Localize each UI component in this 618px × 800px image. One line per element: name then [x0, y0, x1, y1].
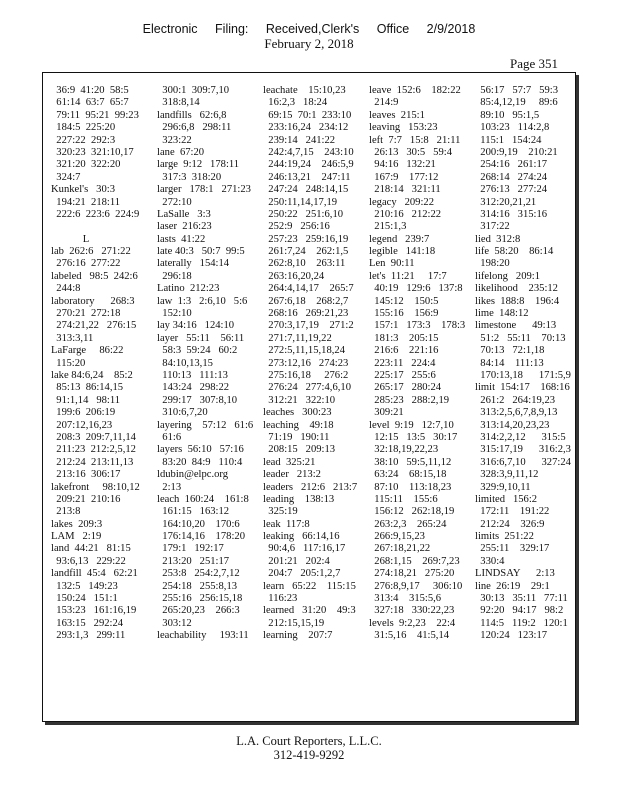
- index-entry: leach 160:24 161:8: [157, 493, 249, 505]
- index-entry: 213:20 251:17: [157, 555, 230, 567]
- filing-date: February 2, 2018: [264, 36, 354, 51]
- index-entry: leachability 193:11: [157, 630, 249, 642]
- index-entry: 194:21 218:11: [51, 196, 121, 208]
- index-entry: leaders 212:6 213:7: [263, 481, 358, 493]
- index-entry: 274:21,22 276:15: [51, 320, 137, 332]
- index-entry: 227:22 292:3: [51, 134, 116, 146]
- index-entry: leaking 66:14,16: [263, 531, 340, 543]
- index-entry: 296:18: [157, 270, 192, 282]
- index-entry: 320:23 321:10,17: [51, 146, 134, 158]
- index-entry: legend 239:7: [369, 233, 430, 245]
- index-entry: 324:7: [51, 171, 81, 183]
- index-entry: 210:16 212:22: [369, 208, 442, 220]
- index-entry: lead 325:21: [263, 456, 316, 468]
- index-entry: 200:9,19 210:21: [475, 146, 558, 158]
- index-entry: line 26:19 29:1: [475, 580, 550, 592]
- index-entry: learned 31:20 49:3: [263, 605, 356, 617]
- index-entry: leave 152:6 182:22: [369, 85, 461, 96]
- index-entry: large 9:12 178:11: [157, 159, 240, 171]
- index-entry: life 58:20 86:14: [475, 246, 554, 258]
- index-entry: 161:15 163:12: [157, 506, 230, 518]
- index-entry: 209:21 210:16: [51, 493, 121, 505]
- index-entry: 84:14 111:13: [475, 357, 544, 369]
- index-entry: 204:7 205:1,2,7: [263, 568, 341, 580]
- index-entry: 261:2 264:19,23: [475, 394, 556, 406]
- index-entry: 216:6 221:16: [369, 345, 439, 357]
- index-column-5: [475, 85, 578, 643]
- index-entry: Len 90:11: [369, 258, 415, 270]
- index-entry: 115:11 155:6: [369, 493, 438, 505]
- index-entry: law 1:3 2:6,10 5:6: [157, 295, 248, 307]
- index-entry: 212:24 213:11,13: [51, 456, 134, 468]
- index-entry: 263:16,20,24: [263, 270, 325, 282]
- index-entry: 51:2 55:11 70:13: [475, 332, 566, 344]
- index-entry: 317:22: [475, 221, 510, 233]
- index-entry: 233:16,24 234:12: [263, 122, 349, 134]
- index-entry: leader 213:2: [263, 469, 321, 481]
- index-entry: 313:14,20,23,23: [475, 419, 550, 431]
- index-entry: 299:17 307:8,10: [157, 394, 238, 406]
- index-entry: 266:9,15,23: [369, 531, 425, 543]
- filing-stamp-part: Office: [376, 22, 410, 36]
- index-entry: 242:4,7,15 243:10: [263, 146, 354, 158]
- index-entry: 270:21 272:18: [51, 308, 121, 320]
- index-entry: laterally 154:14: [157, 258, 230, 270]
- index-entry: lifelong 209:1: [475, 270, 541, 282]
- index-entry: laboratory 268:3: [51, 295, 135, 307]
- index-entry: 250:11,14,17,19: [263, 196, 338, 208]
- index-entry: L: [51, 233, 90, 245]
- index-entry: 85:13 86:14,15: [51, 382, 124, 394]
- index-entry: limits 251:22: [475, 531, 534, 543]
- index-entry: 293:1,3 299:11: [51, 630, 126, 642]
- index-entry: 91:1,14 98:11: [51, 394, 121, 406]
- index-entry: 222:6 223:6 224:9: [51, 208, 140, 220]
- index-entry: limited 156:2: [475, 493, 538, 505]
- index-entry: 313:2,5,6,7,8,9,13: [475, 407, 558, 419]
- index-entry: 79:11 95:21 99:23: [51, 109, 139, 121]
- index-entry: 132:5 149:23: [51, 580, 118, 592]
- index-entry: 313:4 315:5,6: [369, 593, 442, 605]
- index-entry: land 44:21 81:15: [51, 543, 131, 555]
- index-entry: 157:1 173:3 178:3: [369, 320, 466, 332]
- index-entry: 218:14 321:11: [369, 184, 441, 196]
- index-entry: 163:15 292:24: [51, 617, 124, 629]
- index-entry: ldubin@elpc.org: [157, 469, 229, 481]
- index-entry: 84:10,13,15: [157, 357, 213, 369]
- index-entry: 116:23: [263, 593, 298, 605]
- index-entry: landfills 62:6,8: [157, 109, 227, 121]
- index-entry: 89:10 95:1,5: [475, 109, 540, 121]
- index-entry: 271:7,11,19,22: [263, 332, 332, 344]
- index-entry: 244:19,24 246:5,9: [263, 159, 354, 171]
- index-column-3: [263, 85, 366, 643]
- index-entry: 184:5 225:20: [51, 122, 116, 134]
- index-entry: leaves 215:1: [369, 109, 425, 121]
- reporter-name: L.A. Court Reporters, L.L.C.: [236, 734, 382, 748]
- index-entry: 272:5,11,15,18,24: [263, 345, 346, 357]
- index-entry: 273:12,16 274:23: [263, 357, 349, 369]
- index-entry: 30:13 35:11 77:11: [475, 593, 568, 605]
- index-entry: lay 34:16 124:10: [157, 320, 235, 332]
- index-entry: LaSalle 3:3: [157, 208, 211, 220]
- index-entry: 61:14 63:7 65:7: [51, 97, 129, 109]
- index-entry: lasts 41:22: [157, 233, 206, 245]
- index-entry: learning 207:7: [263, 630, 333, 642]
- index-entry: 38:10 59:5,11,12: [369, 456, 452, 468]
- filing-stamp-part: Filing:: [215, 22, 249, 36]
- index-entry: 172:11 191:22: [475, 506, 550, 518]
- index-entry: 254:18 255:8,13: [157, 580, 238, 592]
- index-entry: 214:9: [369, 97, 399, 109]
- index-entry: 318:8,14: [157, 97, 200, 109]
- index-entry: 40:19 129:6 137:8: [369, 283, 463, 295]
- index-entry: 87:10 113:18,23: [369, 481, 452, 493]
- index-entry: 313:3,11: [51, 332, 94, 344]
- index-entry: leading 138:13: [263, 493, 335, 505]
- index-entry: 223:11 224:4: [369, 357, 436, 369]
- index-entry: 323:22: [157, 134, 192, 146]
- index-entry: 316:6,7,10 327:24: [475, 456, 571, 468]
- index-entry: [51, 221, 154, 233]
- index-entry: 145:12 150:5: [369, 295, 439, 307]
- index-entry: 2:13: [157, 481, 182, 493]
- index-entry: lane 67:20: [157, 146, 205, 158]
- index-entry: lakes 209:3: [51, 518, 103, 530]
- index-entry: leaching 49:18: [263, 419, 334, 431]
- index-entry: 244:8: [51, 283, 81, 295]
- index-entry: LaFarge 86:22: [51, 345, 124, 357]
- page-number: Page 351: [509, 56, 558, 71]
- index-column-1: [51, 85, 154, 643]
- index-entry: 167:9 177:12: [369, 171, 439, 183]
- index-entry: 325:19: [263, 506, 298, 518]
- index-entry: 267:6,18 268:2,7: [263, 295, 349, 307]
- index-entry: 26:13 30:5 59:4: [369, 146, 452, 158]
- index-entry: leak 117:8: [263, 518, 310, 530]
- index-entry: 272:10: [157, 196, 192, 208]
- index-entry: 143:24 298:22: [157, 382, 230, 394]
- index-entry: 16:2,3 18:24: [263, 97, 328, 109]
- index-entry: left 7:7 15:8 21:11: [369, 134, 461, 146]
- index-entry: 267:18,21,22: [369, 543, 431, 555]
- index-entry: 310:6,7,20: [157, 407, 208, 419]
- index-entry: 314:16 315:16: [475, 208, 548, 220]
- index-entry: 255:11 329:17: [475, 543, 550, 555]
- index-entry: 265:17 280:24: [369, 382, 442, 394]
- index-entry: lake 84:6,24 85:2: [51, 369, 133, 381]
- index-entry: 263:2,3 265:24: [369, 518, 447, 530]
- index-entry: 276:24 277:4,6,10: [263, 382, 351, 394]
- index-entry: 262:8,10 263:11: [263, 258, 346, 270]
- index-entry: leaches 300:23: [263, 407, 332, 419]
- index-entry: layers 56:10 57:16: [157, 444, 244, 456]
- index-column-2: [157, 85, 260, 643]
- index-entry: 255:16 256:15,18: [157, 593, 243, 605]
- index-entry: 312:21 322:10: [263, 394, 336, 406]
- filing-stamp: [0, 22, 618, 36]
- index-entry: 268:16 269:21,23: [263, 308, 349, 320]
- index-entry: Kunkel's 30:3: [51, 184, 115, 196]
- index-entry: 274:18,21 275:20: [369, 568, 455, 580]
- filing-stamp-part: Electronic: [142, 22, 198, 36]
- index-entry: legacy 209:22: [369, 196, 435, 208]
- filing-stamp-part: Received,Clerk's: [265, 22, 360, 36]
- index-entry: lakefront 98:10,12: [51, 481, 140, 493]
- index-entry: layer 55:11 56:11: [157, 332, 245, 344]
- index-entry: 212:24 326:9: [475, 518, 545, 530]
- index-entry: 213:16 306:17: [51, 469, 121, 481]
- index-entry: 94:16 132:21: [369, 159, 436, 171]
- index-entry: 83:20 84:9 110:4: [157, 456, 243, 468]
- index-entry: 211:23 212:2,5,12: [51, 444, 136, 456]
- index-entry: 181:3 205:15: [369, 332, 439, 344]
- index-entry: 32:18,19,22,23: [369, 444, 439, 456]
- index-entry: 252:9 256:16: [263, 221, 330, 233]
- index-entry: 36:9 41:20 58:5: [51, 85, 129, 96]
- index-entry: 150:24 151:1: [51, 593, 118, 605]
- index-entry: LAM 2:19: [51, 531, 102, 543]
- index-entry: 115:20: [51, 357, 86, 369]
- index-entry: 164:10,20 170:6: [157, 518, 240, 530]
- index-entry: 239:14 241:22: [263, 134, 336, 146]
- index-entry: 207:12,16,23: [51, 419, 113, 431]
- index-entry: lime 148:12: [475, 308, 529, 320]
- index-entry: 155:16 156:9: [369, 308, 439, 320]
- index-entry: legible 141:18: [369, 246, 436, 258]
- index-entry: 276:13 277:24: [475, 184, 548, 196]
- index-entry: 309:21: [369, 407, 404, 419]
- index-entry: 268:1,15 269:7,23: [369, 555, 460, 567]
- index-entry: laser 216:23: [157, 221, 212, 233]
- index-entry: likes 188:8 196:4: [475, 295, 560, 307]
- index-entry: 275:16,18 276:2: [263, 369, 349, 381]
- index-entry: 92:20 94:17 98:2: [475, 605, 564, 617]
- index-entry: 63:24 68:15,18: [369, 469, 447, 481]
- index-entry: 198:20: [475, 258, 510, 270]
- index-entry: 321:20 322:20: [51, 159, 121, 171]
- index-entry: 31:5,16 41:5,14: [369, 630, 450, 642]
- index-entry: 179:1 192:17: [157, 543, 224, 555]
- index-entry: lab 262:6 271:22: [51, 246, 131, 258]
- index-entry: 213:8: [51, 506, 81, 518]
- index-entry: 69:15 70:1 233:10: [263, 109, 352, 121]
- index-entry: 303:12: [157, 617, 192, 629]
- index-entry: 61:6: [157, 431, 182, 443]
- index-entry: landfill 45:4 62:21: [51, 568, 138, 580]
- index-entry: levels 9:2,23 22:4: [369, 617, 456, 629]
- index-entry: 276:8,9,17 306:10: [369, 580, 463, 592]
- index-entry: 12:15 13:5 30:17: [369, 431, 458, 443]
- index-entry: 261:7,24 262:1,5: [263, 246, 349, 258]
- index-entry: 199:6 206:19: [51, 407, 116, 419]
- index-entry: leaving 153:23: [369, 122, 438, 134]
- index-entry: 329:9,10,11: [475, 481, 531, 493]
- index-column-4: [369, 85, 472, 643]
- index-entry: 328:3,9,11,12: [475, 469, 539, 481]
- index-entry: limit 154:17 168:16: [475, 382, 570, 394]
- index-panel: [42, 72, 576, 722]
- index-entry: likelihood 235:12: [475, 283, 558, 295]
- index-entry: lied 312:8: [475, 233, 521, 245]
- index-entry: 153:23 161:16,19: [51, 605, 137, 617]
- index-entry: 285:23 288:2,19: [369, 394, 450, 406]
- index-entry: 314:2,2,12 315:5: [475, 431, 566, 443]
- index-entry: 120:24 123:17: [475, 630, 548, 642]
- index-entry: let's 11:21 17:7: [369, 270, 447, 282]
- index-entry: larger 178:1 271:23: [157, 184, 251, 196]
- index-entry: 315:17,19 316:2,3: [475, 444, 571, 456]
- index-entry: leachate 15:10,23: [263, 85, 346, 96]
- index-entry: layering 57:12 61:6: [157, 419, 254, 431]
- index-entry: 276:16 277:22: [51, 258, 121, 270]
- index-entry: 270:3,17,19 271:2: [263, 320, 354, 332]
- index-entry: 317:3 318:20: [157, 171, 222, 183]
- index-entry: 56:17 57:7 59:3: [475, 85, 558, 96]
- index-entry: 253:8 254:2,7,12: [157, 568, 240, 580]
- filing-stamp-part: 2/9/2018: [426, 22, 476, 36]
- index-entry: 58:3 59:24 60:2: [157, 345, 238, 357]
- index-entry: level 9:19 12:7,10: [369, 419, 454, 431]
- index-entry: 257:23 259:16,19: [263, 233, 349, 245]
- index-entry: LINDSAY 2:13: [475, 568, 555, 580]
- index-entry: 212:15,15,19: [263, 617, 325, 629]
- index-entry: 265:20,23 266:3: [157, 605, 240, 617]
- index-entry: 208:15 209:13: [263, 444, 336, 456]
- index-entry: 93:6,13 229:22: [51, 555, 126, 567]
- index-entry: 268:14 274:24: [475, 171, 548, 183]
- index-entry: labeled 98:5 242:6: [51, 270, 138, 282]
- index-entry: 152:10: [157, 308, 192, 320]
- index-entry: 254:16 261:17: [475, 159, 548, 171]
- index-entry: 201:21 202:4: [263, 555, 330, 567]
- index-entry: 170:13,18 171:5,9: [475, 369, 571, 381]
- index-entry: 176:14,16 178:20: [157, 531, 245, 543]
- index-entry: 70:13 72:1,18: [475, 345, 545, 357]
- index-entry: 115:1 154:24: [475, 134, 542, 146]
- index-entry: 71:19 190:11: [263, 431, 330, 443]
- index-entry: 264:4,14,17 265:7: [263, 283, 354, 295]
- index-entry: 90:4,6 117:16,17: [263, 543, 346, 555]
- index-entry: 330:4: [475, 555, 505, 567]
- index-entry: 247:24 248:14,15: [263, 184, 349, 196]
- index-entry: limestone 49:13: [475, 320, 557, 332]
- index-entry: 215:1,3: [369, 221, 407, 233]
- index-entry: learn 65:22 115:15: [263, 580, 356, 592]
- index-entry: 225:17 255:6: [369, 369, 436, 381]
- index-entry: late 40:3 50:7 99:5: [157, 246, 245, 258]
- index-entry: 327:18 330:22,23: [369, 605, 455, 617]
- index-entry: 208:3 209:7,11,14: [51, 431, 136, 443]
- index-entry: 300:1 309:7,10: [157, 85, 230, 96]
- index-entry: Latino 212:23: [157, 283, 220, 295]
- index-entry: 85:4,12,19 89:6: [475, 97, 558, 109]
- index-entry: 250:22 251:6,10: [263, 208, 344, 220]
- index-entry: 296:6,8 298:11: [157, 122, 232, 134]
- index-entry: 114:5 119:2 120:1: [475, 617, 568, 629]
- index-entry: 246:13,21 247:11: [263, 171, 351, 183]
- index-entry: 312:20,21,21: [475, 196, 537, 208]
- reporter-phone: 312-419-9292: [273, 748, 345, 762]
- index-entry: 110:13 111:13: [157, 369, 228, 381]
- index-entry: 103:23 114:2,8: [475, 122, 550, 134]
- index-entry: 156:12 262:18,19: [369, 506, 455, 518]
